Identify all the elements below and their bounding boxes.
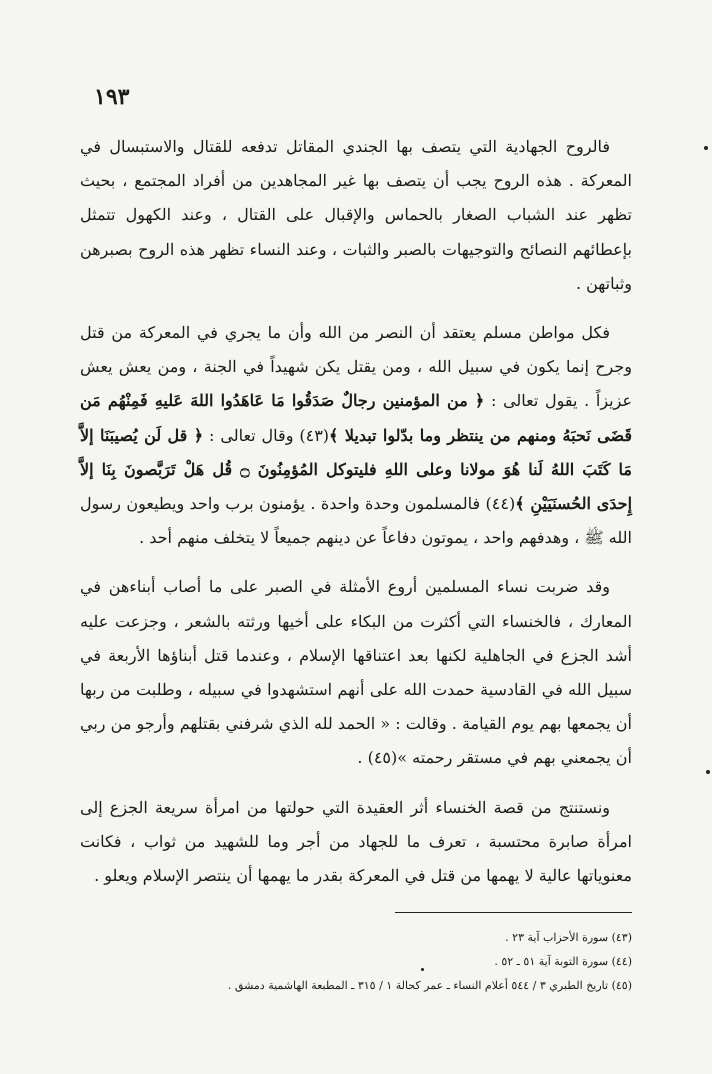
footnote-43: (٤٣) سورة الأحزاب آية ٢٣ . xyxy=(505,931,632,944)
footnote-divider xyxy=(395,912,632,913)
footnotes xyxy=(80,926,632,998)
body-text xyxy=(80,130,632,908)
paragraph-2 xyxy=(80,316,632,555)
paragraph-text: ونستنتج من قصة الخنساء أثر العقيدة التي حولتها من امرأة سريعة الجزع إلى امرأة صابرة محتسبة ، تعرف ما للجهاد من أجر وما للشهيد من ثواب ، فكانت معنوياتها عالية لا يهمها من قتل في المعركة بقدر ما يهمها أن ينتصر الإسلام ويعلو . xyxy=(80,797,632,886)
scan-speck xyxy=(704,146,708,150)
paragraph-text: (٤٣) وقال تعالى : xyxy=(203,425,330,445)
scan-speck xyxy=(706,770,710,774)
paragraph-3 xyxy=(80,570,632,775)
paragraph-1 xyxy=(80,130,632,301)
scan-speck xyxy=(421,968,424,971)
paragraph-text: فالروح الجهادية التي يتصف بها الجندي المقاتل تدفعه للقتال والاستبسال في المعركة . هذه الروح يجب أن يتصف بها غير المجاهدين من أفراد المجتمع ، بحيث تظهر عند الشباب الصغار بالحماس والإقبال على القتال ، وعند الكهول تتمثل بإعطائهم النصائح والتوجيهات بالصبر والثبات ، وعند النساء تظهر هذه الروح بصبرهن وثباتهن . xyxy=(80,137,632,293)
paragraph-4 xyxy=(80,791,632,894)
paragraph-text: فكل مواطن مسلم يعتقد أن النصر من الله وأن ما يجري في المعركة من قتل وجرح إنما يكون في سبيل الله ، ومن يقتل يكن شهيداً في الجنة ، ومن يعش يعش عزيزاً . يقول تعالى : xyxy=(80,323,632,411)
page-number: ١٩٣ xyxy=(94,84,130,110)
paragraph-text: (٤٤) فالمسلمون وحدة واحدة . يؤمنون برب واحد ويطيعون رسول الله ﷺ ، وهدفهم واحد ، يموتون دفاعاً عن دينهم جميعاً لا يتخلف منهم أحد . xyxy=(80,494,632,548)
footnote-45: (٤٥) تاريخ الطبري ٣ / ٥٤٤ أعلام النساء ـ عمر كحالة ١ / ٣١٥ ـ المطبعة الهاشمية دمشق . xyxy=(227,979,632,992)
quran-verse: ﴿ قل لَن يُصيبَنَا إلاَّ مَا كَتَبَ اللهُ لَنا هُوَ مولانا وعلى اللهِ فليتوكل المُؤمِنُونَ ۝ قُل هَلْ تَرَبَّصونَ بِنَا إلاَّ إِحدَى الحُسنَيَيْنِ ﴾ xyxy=(80,425,633,514)
paragraph-text: وقد ضربت نساء المسلمين أروع الأمثلة في الصبر على ما أصاب أبناءهن في المعارك ، فالخنساء التي أكثرت من البكاء على أخيها ورثته بالشعر ، وجزعت عليه أشد الجزع في الجاهلية لكنها بعد اعتناقها الإسلام ، وعندما قتل أبناؤها الأربعة في سبيل الله في القادسية حمدت الله على أنهم استشهدوا في سبيله ، وطلبت من ربها أن يجمعها بهم يوم القيامة . وقالت : « الحمد لله الذي شرفني بقتلهم وأرجو من ربي أن يجمعني بهم في مستقر رحمته »(٤٥) . xyxy=(80,577,632,768)
quran-verse: ﴿ من المؤمنين رجالٌ صَدَقُوا مَا عَاهَدُوا اللهَ عَليهِ فَمِنْهُم مَن قَضَى نَحبَهُ ومنهم من ينتظر وما بدّلوا تبديلا ﴾ xyxy=(80,391,633,445)
footnote-44: (٤٤) سورة التوبة آية ٥١ ـ ٥٢ . xyxy=(494,955,632,968)
